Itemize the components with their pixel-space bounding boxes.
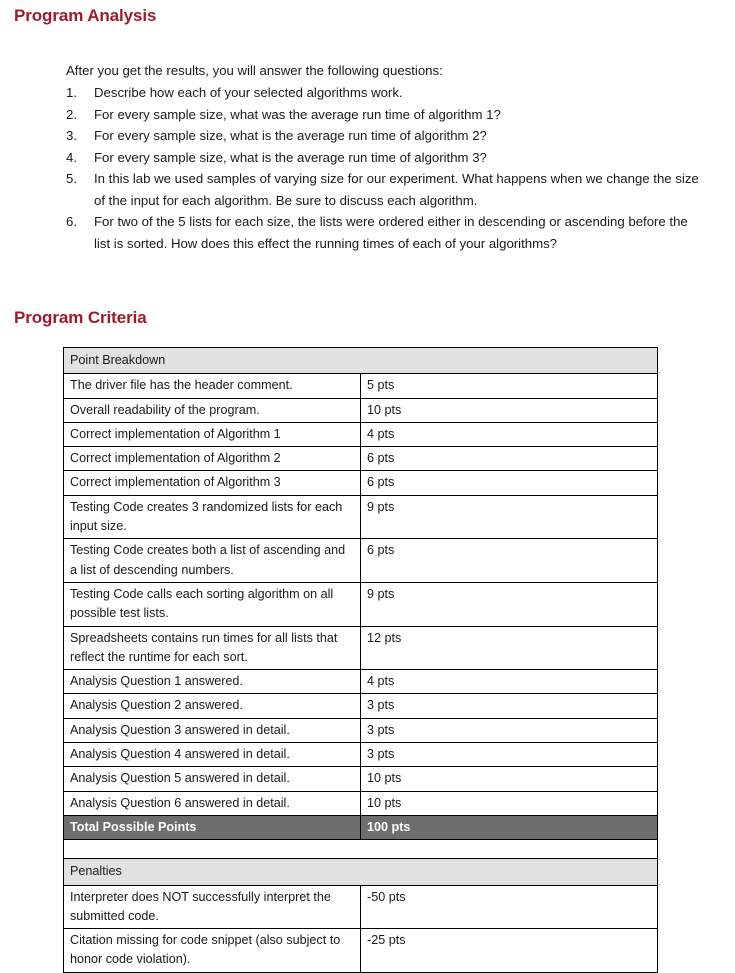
total-label: Total Possible Points (64, 815, 361, 839)
analysis-content (66, 60, 706, 254)
spacer-cell (64, 840, 658, 859)
table-row (64, 718, 658, 742)
table-row (64, 471, 658, 495)
table-row (64, 767, 658, 791)
criteria-description: Analysis Question 5 answered in detail. (64, 767, 361, 791)
criteria-points: 4 pts (361, 422, 658, 446)
criteria-points: 5 pts (361, 374, 658, 398)
criteria-points: 6 pts (361, 471, 658, 495)
criteria-description: Testing Code creates 3 randomized lists for each input size. (64, 495, 361, 539)
list-item (66, 104, 706, 126)
list-item (66, 211, 706, 254)
criteria-description: Analysis Question 2 answered. (64, 694, 361, 718)
criteria-points: 9 pts (361, 495, 658, 539)
table-row (64, 743, 658, 767)
criteria-description: Analysis Question 1 answered. (64, 670, 361, 694)
penalties-header-cell: Penalties (64, 859, 658, 885)
criteria-points: 4 pts (361, 670, 658, 694)
penalty-points: -25 pts (361, 929, 658, 973)
criteria-description: Analysis Question 6 answered in detail. (64, 791, 361, 815)
section-heading-program-criteria: Program Criteria (14, 308, 147, 327)
table-row (64, 885, 658, 929)
criteria-points: 9 pts (361, 582, 658, 626)
analysis-intro-text: After you get the results, you will answer the following questions: (66, 63, 443, 78)
list-item-text: For every sample size, what is the average run time of algorithm 3? (94, 149, 487, 165)
total-possible-points-row (64, 815, 658, 839)
criteria-description: Testing Code creates both a list of ascending and a list of descending numbers. (64, 539, 361, 583)
table-row (64, 422, 658, 446)
table-header-row (64, 348, 658, 374)
penalty-points: -50 pts (361, 885, 658, 929)
table-row (64, 374, 658, 398)
table-row (64, 495, 658, 539)
section-heading-program-analysis: Program Analysis (14, 6, 157, 25)
penalty-description: Citation missing for code snippet (also subject to honor code violation). (64, 929, 361, 973)
list-item (66, 168, 706, 211)
criteria-description: Analysis Question 3 answered in detail. (64, 718, 361, 742)
list-item (66, 125, 706, 147)
table-spacer-row (64, 840, 658, 859)
list-item-text: In this lab we used samples of varying size for our experiment. What happens when we change the size of the input for each algorithm. Be sure to discuss each algorithm. (94, 171, 699, 208)
criteria-points: 6 pts (361, 447, 658, 471)
criteria-description: Spreadsheets contains run times for all lists that reflect the runtime for each sort. (64, 626, 361, 670)
table-row (64, 929, 658, 973)
total-points: 100 pts (361, 815, 658, 839)
criteria-points: 12 pts (361, 626, 658, 670)
analysis-question-list (66, 82, 706, 254)
point-breakdown-table (63, 347, 658, 973)
penalties-header-row (64, 859, 658, 885)
criteria-points: 3 pts (361, 694, 658, 718)
table-row (64, 791, 658, 815)
criteria-description: Testing Code calls each sorting algorithm on all possible test lists. (64, 582, 361, 626)
criteria-points: 10 pts (361, 791, 658, 815)
criteria-points: 10 pts (361, 398, 658, 422)
list-item (66, 147, 706, 169)
criteria-points: 3 pts (361, 718, 658, 742)
criteria-points: 3 pts (361, 743, 658, 767)
criteria-description: Correct implementation of Algorithm 1 (64, 422, 361, 446)
list-item-number: 3. (66, 128, 77, 143)
table-row (64, 626, 658, 670)
criteria-description: The driver file has the header comment. (64, 374, 361, 398)
list-item-text: For two of the 5 lists for each size, the lists were ordered either in descending or ascending before the list is sorted. How does this effect the running times of each of your algorithms? (94, 214, 688, 251)
list-item-number: 6. (66, 214, 77, 229)
list-item-number: 5. (66, 171, 77, 186)
list-item-text: Describe how each of your selected algorithms work. (94, 85, 403, 100)
table-row (64, 539, 658, 583)
criteria-points: 10 pts (361, 767, 658, 791)
criteria-description: Analysis Question 4 answered in detail. (64, 743, 361, 767)
list-item (66, 82, 706, 104)
criteria-description: Correct implementation of Algorithm 3 (64, 471, 361, 495)
table-row (64, 447, 658, 471)
list-item-text: For every sample size, what is the average run time of algorithm 2? (94, 128, 487, 143)
criteria-description: Correct implementation of Algorithm 2 (64, 447, 361, 471)
list-item-number: 1. (66, 85, 77, 100)
point-breakdown-header-cell: Point Breakdown (64, 348, 658, 374)
list-item-text: For every sample size, what was the average run time of algorithm 1? (94, 106, 501, 122)
criteria-description: Overall readability of the program. (64, 398, 361, 422)
table-row (64, 694, 658, 718)
list-item-number: 2. (66, 106, 77, 122)
table-row (64, 670, 658, 694)
criteria-points: 6 pts (361, 539, 658, 583)
table-row (64, 582, 658, 626)
table-row (64, 398, 658, 422)
list-item-number: 4. (66, 149, 77, 165)
penalty-description: Interpreter does NOT successfully interpret the submitted code. (64, 885, 361, 929)
